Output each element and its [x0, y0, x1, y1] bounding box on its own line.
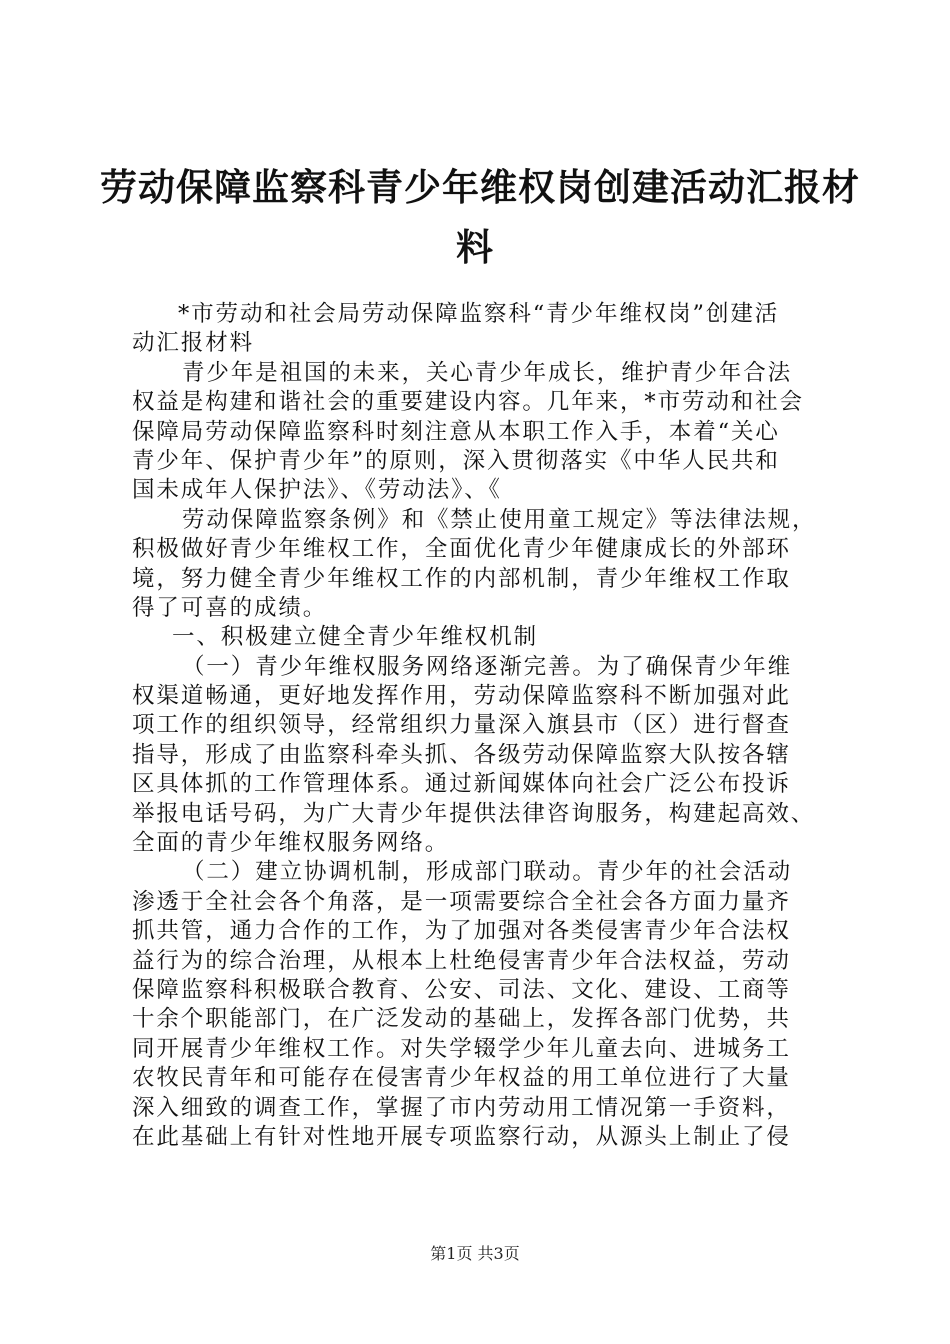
body-line: （二）建立协调机制，形成部门联动。青少年的社会活动 [182, 859, 793, 886]
body-line: 渗透于全社会各个角落，是一项需要综合全社会各方面力量齐 [132, 888, 791, 915]
body-line: 国未成年人保护法》、《劳动法》、《 [132, 477, 502, 504]
body-line: 权益是构建和谐社会的重要建设内容。几年来，*市劳动和社会 [132, 389, 804, 416]
body-line: 积极做好青少年维权工作，全面优化青少年健康成长的外部环 [132, 536, 791, 563]
body-line: 保障监察科积极联合教育、公安、司法、文化、建设、工商等 [132, 976, 791, 1003]
body-line: 青少年是祖国的未来，关心青少年成长，维护青少年合法 [182, 359, 793, 386]
body-line: 在此基础上有针对性地开展专项监察行动，从源头上制止了侵 [132, 1123, 791, 1150]
document-body [132, 300, 872, 1152]
body-line: 十余个职能部门，在广泛发动的基础上，发挥各部门优势，共 [132, 1006, 791, 1033]
title-line-1: 劳动保障监察科青少年维权岗创建活动汇报材 [100, 165, 860, 209]
body-line: 抓共管，通力合作的工作，为了加强对各类侵害青少年合法权 [132, 918, 791, 945]
body-line: 项工作的组织领导，经常组织力量深入旗县市（区）进行督查 [132, 712, 791, 739]
body-line: 青少年、保护青少年”的原则，深入贯彻落实《中华人民共和 [132, 447, 780, 474]
body-line: 得了可喜的成绩。 [132, 594, 328, 621]
document-title [100, 157, 860, 277]
body-line: *市劳动和社会局劳动保障监察科“青少年维权岗”创建活 [178, 301, 780, 327]
section-heading: 一、积极建立健全青少年维权机制 [172, 624, 539, 651]
page-footer: 第1页 共3页 [430, 1244, 520, 1263]
body-line: 指导，形成了由监察科牵头抓、各级劳动保障监察大队按各辖 [132, 741, 791, 768]
body-line: 深入细致的调查工作，掌握了市内劳动用工情况第一手资料， [132, 1094, 791, 1121]
body-line: 全面的青少年维权服务网络。 [132, 830, 450, 857]
body-line: 益行为的综合治理，从根本上杜绝侵害青少年合法权益，劳动 [132, 947, 791, 974]
body-line: 同开展青少年维权工作。对失学辍学少年儿童去向、进城务工 [132, 1035, 791, 1062]
body-line: 动汇报材料 [132, 330, 255, 357]
body-line: 境，努力健全青少年维权工作的内部机制，青少年维权工作取 [132, 565, 791, 592]
body-line: 农牧民青年和可能存在侵害青少年权益的用工单位进行了大量 [132, 1065, 791, 1092]
body-line: 举报电话号码，为广大青少年提供法律咨询服务，构建起高效、 [132, 800, 816, 827]
body-line: 区具体抓的工作管理体系。通过新闻媒体向社会广泛公布投诉 [132, 771, 791, 798]
title-line-2: 料 [456, 225, 494, 269]
body-line: 劳动保障监察条例》和《禁止使用童工规定》等法律法规， [182, 506, 817, 533]
body-line: （一）青少年维权服务网络逐渐完善。为了确保青少年维 [182, 653, 793, 680]
body-line: 权渠道畅通，更好地发挥作用，劳动保障监察科不断加强对此 [132, 683, 791, 710]
body-line: 保障局劳动保障监察科时刻注意从本职工作入手，本着“关心 [132, 418, 780, 445]
